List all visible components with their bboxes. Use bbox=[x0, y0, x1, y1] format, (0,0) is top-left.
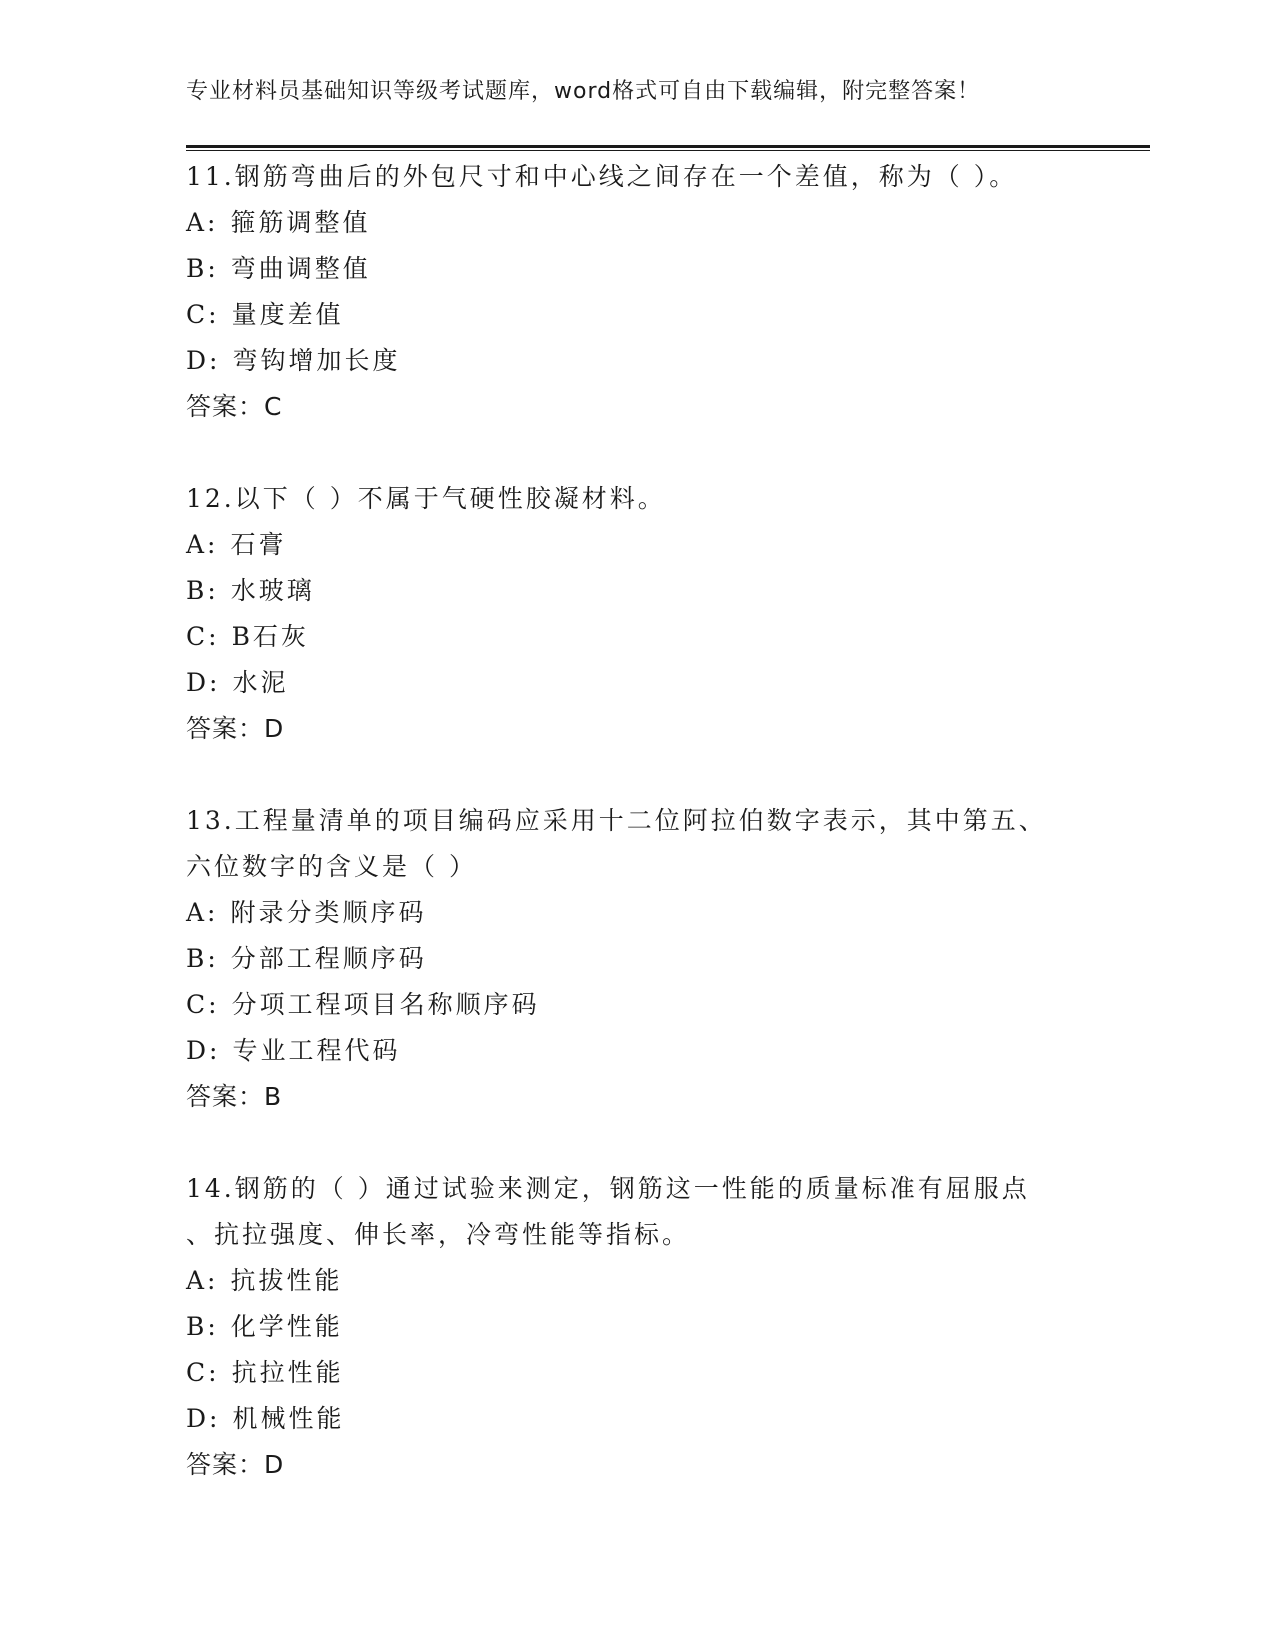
option-letter: B: bbox=[186, 576, 219, 605]
option-a bbox=[186, 200, 1086, 246]
option-text: 分项工程项目名称顺序码 bbox=[231, 990, 540, 1019]
option-text: 弯钩增加长度 bbox=[232, 346, 401, 375]
option-b bbox=[186, 1304, 1086, 1350]
question-stem: 14.钢筋的（ ）通过试验来测定，钢筋这一性能的质量标准有屈服点 bbox=[186, 1174, 1030, 1203]
option-a bbox=[186, 1258, 1086, 1304]
question-14 bbox=[186, 1166, 1086, 1488]
option-letter: B: bbox=[186, 944, 219, 973]
option-d bbox=[186, 660, 1086, 706]
option-d bbox=[186, 1028, 1086, 1074]
option-letter: C: bbox=[186, 1358, 220, 1387]
question-stem: 13.工程量清单的项目编码应采用十二位阿拉伯数字表示，其中第五、 bbox=[186, 806, 1047, 835]
option-b bbox=[186, 246, 1086, 292]
answer-line: 答案：C bbox=[186, 392, 283, 421]
answer-line: 答案：B bbox=[186, 1082, 283, 1111]
option-text: 石膏 bbox=[230, 530, 287, 559]
question-stem-continued: 六位数字的含义是（ ） bbox=[186, 852, 477, 881]
option-letter: A: bbox=[186, 530, 219, 559]
option-text: 专业工程代码 bbox=[232, 1036, 401, 1065]
option-d bbox=[186, 338, 1086, 384]
option-text: 量度差值 bbox=[231, 300, 344, 329]
option-c bbox=[186, 292, 1086, 338]
question-stem-continued: 、抗拉强度、伸长率，冷弯性能等指标。 bbox=[186, 1220, 691, 1249]
option-d bbox=[186, 1396, 1086, 1442]
option-text: 水泥 bbox=[232, 668, 289, 697]
answer-line: 答案：D bbox=[186, 1450, 285, 1479]
option-text: B石灰 bbox=[231, 622, 309, 651]
answer-line: 答案：D bbox=[186, 714, 285, 743]
option-c bbox=[186, 982, 1086, 1028]
option-letter: B: bbox=[186, 1312, 219, 1341]
option-text: 箍筋调整值 bbox=[230, 208, 371, 237]
option-text: 水玻璃 bbox=[230, 576, 315, 605]
option-text: 抗拔性能 bbox=[230, 1266, 343, 1295]
option-text: 分部工程顺序码 bbox=[230, 944, 427, 973]
option-b bbox=[186, 936, 1086, 982]
question-11 bbox=[186, 154, 1086, 430]
option-a bbox=[186, 890, 1086, 936]
header-rule-thin bbox=[186, 150, 1150, 151]
question-12 bbox=[186, 476, 1086, 752]
option-text: 弯曲调整值 bbox=[230, 254, 371, 283]
option-text: 机械性能 bbox=[232, 1404, 345, 1433]
question-13 bbox=[186, 798, 1086, 1120]
option-letter: D: bbox=[186, 668, 221, 697]
question-stem: 12.以下（ ）不属于气硬性胶凝材料。 bbox=[186, 484, 666, 513]
header-rule-thick bbox=[186, 145, 1150, 148]
option-a bbox=[186, 522, 1086, 568]
option-c bbox=[186, 614, 1086, 660]
option-text: 附录分类顺序码 bbox=[230, 898, 427, 927]
option-letter: C: bbox=[186, 990, 220, 1019]
option-letter: A: bbox=[186, 1266, 219, 1295]
option-letter: A: bbox=[186, 898, 219, 927]
option-letter: B: bbox=[186, 254, 219, 283]
option-letter: C: bbox=[186, 622, 220, 651]
option-b bbox=[186, 568, 1086, 614]
page-header: 专业材料员基础知识等级考试题库，word格式可自由下载编辑，附完整答案！ bbox=[186, 79, 981, 104]
option-c bbox=[186, 1350, 1086, 1396]
option-letter: A: bbox=[186, 208, 219, 237]
option-letter: C: bbox=[186, 300, 220, 329]
option-letter: D: bbox=[186, 346, 221, 375]
option-letter: D: bbox=[186, 1036, 221, 1065]
question-stem: 11.钢筋弯曲后的外包尺寸和中心线之间存在一个差值，称为（ ）。 bbox=[186, 162, 1018, 191]
option-text: 化学性能 bbox=[230, 1312, 343, 1341]
option-letter: D: bbox=[186, 1404, 221, 1433]
option-text: 抗拉性能 bbox=[231, 1358, 344, 1387]
